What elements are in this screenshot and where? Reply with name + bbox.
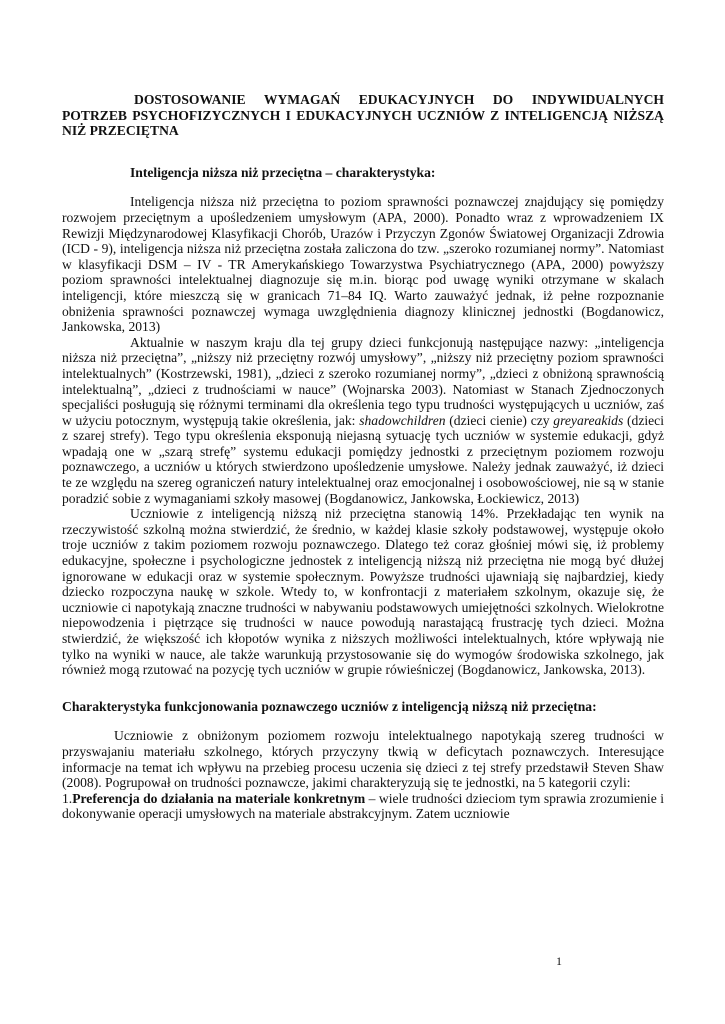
section-heading-cognitive-functioning: Charakterystyka funkcjonowania poznawczego uczniów z inteligencją niższą niż przeciętna: (62, 698, 597, 714)
paragraph-cognitive-difficulties: Uczniowie z obniżonym poziomem rozwoju intelektualnego napotykają szereg trudności w przyswajaniu materiału szkolnego, których przyczyny tkwią w deficytach poznawczych. Interesujące informacje na temat ich wpływu na przebieg procesu uczenia się dzieci z tej strefy przedstawił Steven Shaw (2008). Pogrupował on trudności poznawcze, jakimi charakteryzują się te jednostki, na 5 kategorii czyli: (62, 728, 664, 791)
list-item-bold-label: Preferencja do działania na materiale konkretnym (72, 790, 366, 806)
section-heading-characteristics: Inteligencja niższa niż przeciętna – charakterystyka: (130, 164, 436, 180)
list-number: 1. (62, 790, 73, 806)
italic-term: greyareakids (553, 412, 624, 428)
document-title: DOSTOSOWANIE WYMAGAŃ EDUKACYJNYCH DO INDYWIDUALNYCH POTRZEB PSYCHOFIZYCZNYCH I EDUKACYJNYCH UCZNIÓW Z INTELIGENCJĄ NIŻSZĄ NIŻ PRZECIĘTNA (62, 92, 664, 139)
paragraph-definition: Inteligencja niższa niż przeciętna to poziom sprawności poznawczej znajdujący się pomiędzy rozwojem przeciętnym a upośledzeniem umysłowym (APA, 2000). Ponadto wraz z wprowadzeniem IX Rewizji Międzynarodowej Klasyfikacji Chorób, Urazów i Przyczyn Zgonów Światowej Organizacji Zdrowia (ICD - 9), inteligencja niższa niż przeciętna została zaliczona do tzw. „szeroko rozumianej normy”. Natomiast w klasyfikacji DSM – IV - TR Amerykańskiego Towarzystwa Psychiatrycznego (APA, 2000) powyższy poziom sprawności intelektualnej diagnozuje się m.in. biorąc pod uwagę wyniki otrzymane w skalach inteligencji, które mieszczą się w granicach 71–84 IQ. Warto zauważyć jednak, iż pełne rozpoznanie obniżenia sprawności poznawczej wymaga uwzględnienia diagnozy klinicznej jednostki (Bogdanowicz, Jankowska, 2013) (62, 194, 664, 335)
paragraph-terminology: Aktualnie w naszym kraju dla tej grupy dzieci funkcjonują następujące nazwy: „inteligencja niższa niż przeciętna”, „niższy niż przeciętny rozwój umysłowy”, „niższy niż przeciętny poziom sprawności intelektualnych” (Kostrzewski, 1981), „dzieci z szeroko rozumianej normy”, „dzieci z obniżoną sprawnością intelektualną”, „dzieci z trudnościami w nauce” (Wojnarska 2003). Natomiast w Stanach Zjednoczonych specjaliści posługują się różnymi terminami dla określenia tego typu trudności występujących u uczniów, zaś w użyciu potocznym, występują takie określenia, jak: shadowchildren (dzieci cienie) czy greyareakids (dzieci z szarej strefy). Tego typu określenia eksponują niejasną sytuację tych uczniów w systemie edukacji, gdyż wpadają one w „szarą strefę” systemu edukacji pomiędzy jednostki z przeciętnym poziomem rozwoju poznawczego, a uczniów u których stwierdzono upośledzenie umysłowe. Należy jednak zauważyć, iż dzieci te ze względu na szereg ograniczeń natury intelektualnej oraz emocjonalnej i osobowościowej, nie są w stanie poradzić sobie z wymaganiami szkoły masowej (Bogdanowicz, Jankowska, Łockiewicz, 2013) (62, 334, 664, 506)
page-number: 1 (556, 954, 562, 968)
list-item-text: – wiele trudności dzieciom tym sprawia zrozumienie i dokonywanie operacji umysłowych na materiale abstrakcyjnym. Zatem uczniowie (62, 790, 664, 822)
document-page (62, 92, 664, 822)
italic-term: shadowchildren (359, 412, 446, 428)
list-item-concrete-material (62, 791, 664, 822)
paragraph-prevalence: Uczniowie z inteligencją niższą niż przeciętna stanowią 14%. Przekładając ten wynik na rzeczywistość szkolną można stwierdzić, że średnio, w każdej klasie szkoły podstawowej, występuje około troje uczniów z takim poziomem rozwoju poznawczego. Dlatego też coraz głośniej mówi się, iż problemy edukacyjne, społeczne i psychologiczne jednostek z inteligencją niższą niż przeciętna nie mogą być dłużej ignorowane w edukacji oraz w systemie społecznym. Powyższe trudności ujawniają się najbardziej, kiedy dziecko rozpoczyna naukę w szkole. Wtedy to, w konfrontacji z materiałem szkolnym, okazuje się, że uczniowie ci napotykają znaczne trudności w nabywaniu podstawowych umiejętności szkolnych. Wielokrotne niepowodzenia i piętrzące się trudności w nauce powodują narastającą frustrację tych dzieci. Można stwierdzić, że większość ich kłopotów wynika z niższych możliwości intelektualnych, które wpływają nie tylko na wyniki w nauce, ale także warunkują przystosowanie się do wymogów środowiska szkolnego, jak również mogą rzutować na pozycję tych uczniów w grupie rówieśniczej (Bogdanowicz, Jankowska, 2013). (62, 506, 664, 678)
